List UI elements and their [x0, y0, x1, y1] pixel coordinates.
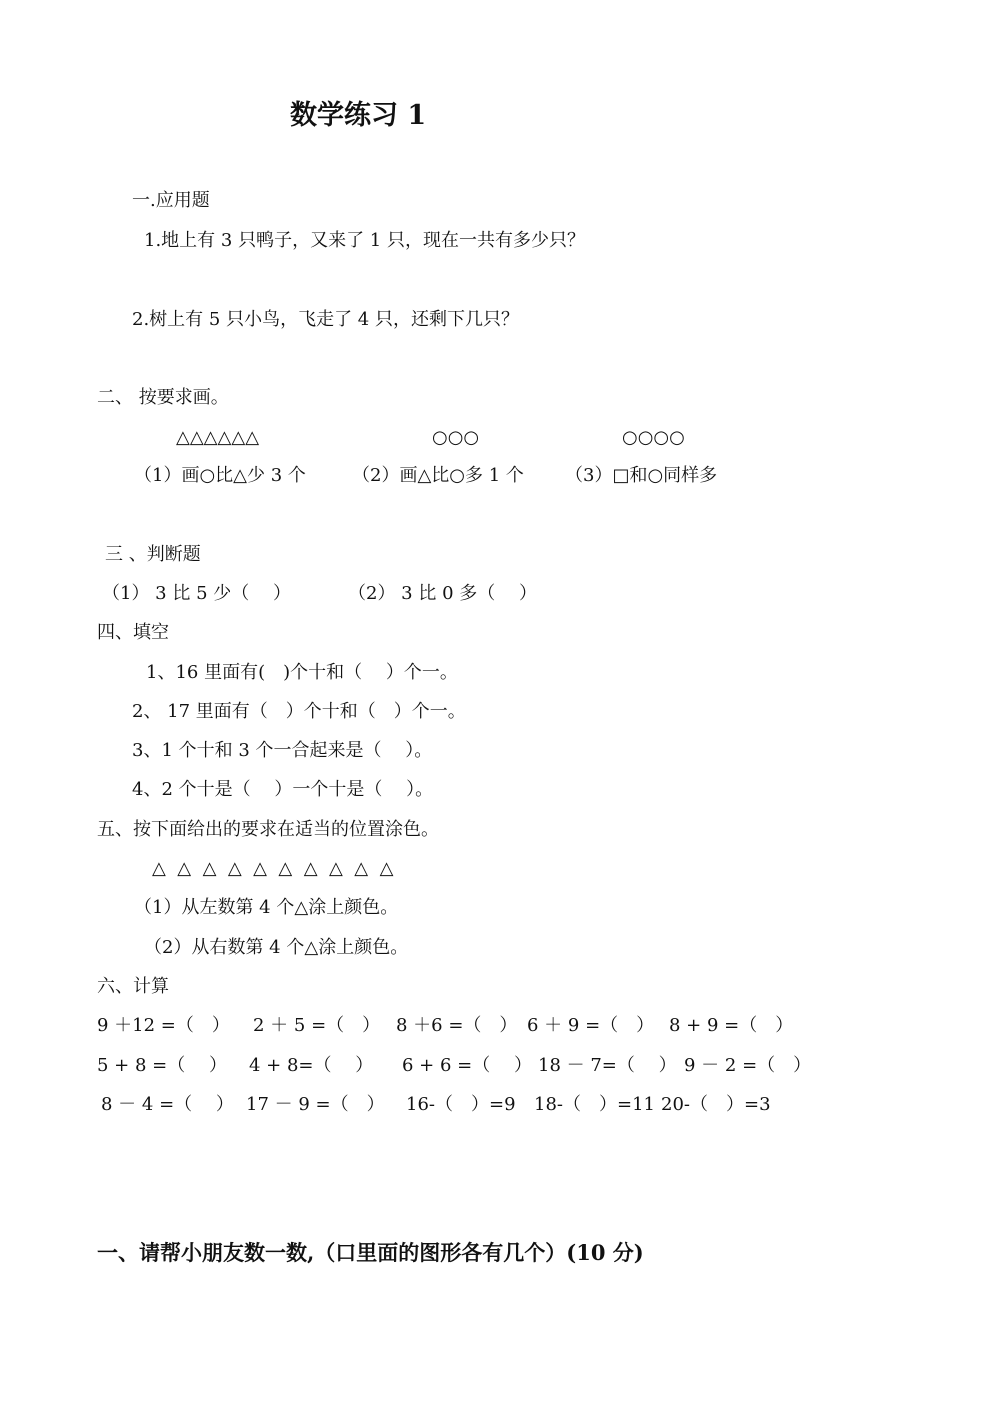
section-heading-fill: 四、填空: [97, 622, 169, 643]
calc-item: 18-（ ）=11: [534, 1094, 655, 1115]
section-heading-draw: 二、 按要求画。: [97, 387, 229, 408]
section-heading-judge: 三 、判断题: [105, 544, 201, 565]
shape-group-circles-4: ○○○○: [622, 427, 685, 448]
calc-item: 6 ＋ 9 =（ ）: [527, 1015, 655, 1036]
question-1: 1.地上有 3 只鸭子，又来了 1 只，现在一共有多少只？: [144, 230, 585, 251]
section-heading-calc: 六、计算: [97, 976, 169, 997]
fill-item-4: 4、2 个十是（ ）一个十是（ ）。: [132, 779, 434, 800]
calc-item: 8 － 4 =（ ）: [101, 1094, 234, 1115]
draw-task-2: （2）画△比○多 1 个: [352, 465, 524, 486]
calc-item: 8 ＋6 =（ ）: [396, 1015, 518, 1036]
calc-item: 2 ＋ 5 =（ ）: [253, 1015, 381, 1036]
section-heading-applied: 一.应用题: [132, 190, 210, 211]
section-heading-color: 五、按下面给出的要求在适当的位置涂色。: [97, 819, 439, 840]
question-2: 2.树上有 5 只小鸟，飞走了 4 只，还剩下几只？: [132, 309, 519, 330]
page-title: 数学练习 1: [290, 100, 427, 131]
judge-item-1: （1） 3 比 5 少（ ）: [102, 583, 291, 604]
triangle-row: △ △ △ △ △ △ △ △ △ △: [152, 858, 394, 879]
calc-item: 20-（ ）=3: [661, 1094, 771, 1115]
calc-item: 17 － 9 =（ ）: [246, 1094, 385, 1115]
calc-item: 9 － 2 =（ ）: [684, 1055, 812, 1076]
calc-item: 18 － 7=（ ）: [538, 1055, 677, 1076]
draw-task-1: （1）画○比△少 3 个: [134, 465, 306, 486]
calc-item: 5 + 8 =（ ）: [97, 1055, 227, 1076]
calc-item: 16-（ ）=9: [406, 1094, 516, 1115]
calc-item: 4 + 8=（ ）: [249, 1055, 374, 1076]
fill-item-1: 1、16 里面有( )个十和（ ）个一。: [146, 662, 458, 683]
draw-task-3: （3）□和○同样多: [565, 465, 718, 486]
calc-item: 6 + 6 =（ ）: [402, 1055, 532, 1076]
calc-item: 9 ＋12 =（ ）: [97, 1015, 230, 1036]
shape-group-triangles: △△△△△△: [176, 427, 260, 448]
color-item-1: （1）从左数第 4 个△涂上颜色。: [134, 897, 399, 918]
fill-item-3: 3、1 个十和 3 个一合起来是（ ）。: [132, 740, 433, 761]
part2-heading: 一、请帮小朋友数一数,（口里面的图形各有几个）(10 分): [97, 1240, 644, 1265]
fill-item-2: 2、 17 里面有（ ）个十和（ ）个一。: [132, 701, 466, 722]
color-item-2: （2）从右数第 4 个△涂上颜色。: [144, 937, 409, 958]
shape-group-circles-3: ○○○: [432, 427, 480, 448]
calc-item: 8 + 9 =（ ）: [669, 1015, 794, 1036]
judge-item-2: （2） 3 比 0 多（ ）: [348, 583, 537, 604]
